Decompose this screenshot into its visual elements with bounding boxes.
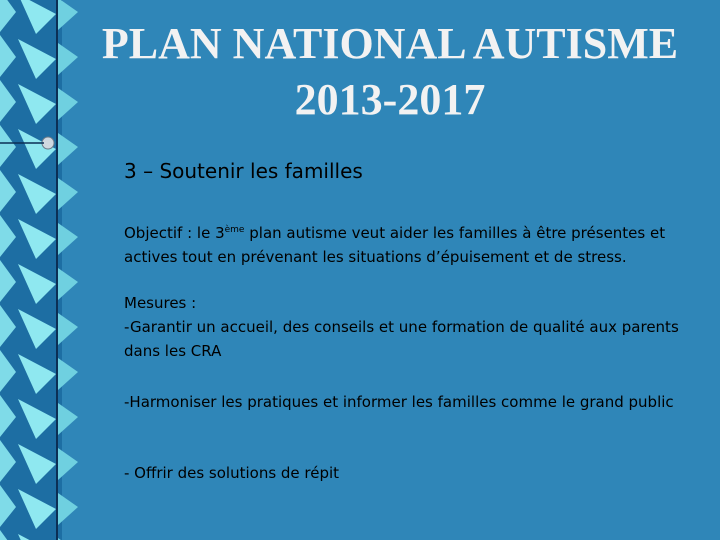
measure-item-1: -Garantir un accueil, des conseils et une formation de qualité aux parents dans les CRA <box>124 318 679 360</box>
border-triangle-outer <box>58 493 78 525</box>
border-triangle-outer <box>58 313 78 345</box>
border-triangle-outer <box>58 358 78 390</box>
border-triangle-outer <box>58 403 78 435</box>
objective-text-after: plan autisme veut aider les familles à être présentes et actives tout en prévenant les situations d’épuisement et de stress. <box>124 224 666 266</box>
objective-superscript: ème <box>224 225 245 235</box>
border-triangle-outer <box>58 268 78 300</box>
border-triangle-outer <box>58 448 78 480</box>
measures-label: Mesures : <box>124 294 197 312</box>
border-triangle-outer <box>58 223 78 255</box>
objective-label: Objectif : <box>124 224 193 242</box>
measures-block <box>124 291 714 363</box>
slide-title-line2: 2013-2017 <box>294 75 486 124</box>
slide-subtitle: 3 – Soutenir les familles <box>124 159 363 183</box>
border-triangle-outer <box>58 133 78 165</box>
measure-item-2: -Harmoniser les pratiques et informer les familles comme le grand public <box>124 393 674 411</box>
objective-text-before: le 3 <box>196 224 225 242</box>
objective-paragraph <box>124 221 714 269</box>
measure-item-3: - Offrir des solutions de répit <box>124 464 340 482</box>
slide-title-line1: PLAN NATIONAL AUTISME <box>101 19 679 68</box>
border-triangle-outer <box>58 178 78 210</box>
